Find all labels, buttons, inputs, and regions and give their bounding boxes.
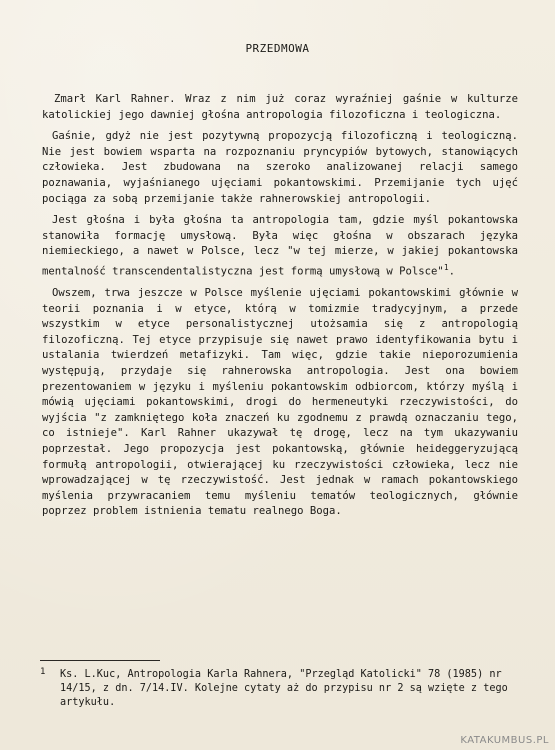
footnote-number: 1 xyxy=(40,667,46,677)
footnote-text: Ks. L.Kuc, Antropologia Karla Rahnera, "Przegląd Katolicki" 78 (1985) nr 14/15, z dn. 7/14.IV. Kolejne cytaty aż do przypisu nr 2 są wzięte z tego artykułu. xyxy=(60,669,508,708)
page-title: PRZEDMOWA xyxy=(245,42,310,55)
paragraph-4: Owszem, trwa jeszcze w Polsce myślenie ujęciami pokantowskimi głównie w teorii poznania i w etyce, którą w tomizmie tradycyjnym, a przede wszystkim w etyce personalistycznej utożsamia się z antropologią filozoficzną. Tej etyce przypisuje się nawet prawo identyfikowania bytu i ustalania twierdzeń metafizyki. Tam więc, gdzie takie nieporozumienia występują, przydaje się rahnerowska antropologia. Jest ona bowiem prezentowaniem w języku i myśleniu pokantowskim odbiorcom, którzy myślą i mówią ujęciami pokantowskimi, drogi do hermeneutyki rzeczywistości, do wyjścia "z zamkniętego koła znaczeń ku zgodnemu z prawdą oznaczaniu tego, co istnieje". Karl Rahner ukazywał tę drogę, lecz na tym ukazywaniu poprzestał. Jego propozycja jest pokantowską, głównie heideggeryzującą formułą antropologii, otwierającej ku rzeczywistości człowieka, lecz nie wprowadzającej w tę rzeczywistość. Jest jednak w ramach pokantowskiego myślenia przywracaniem temu myśleniu tematów teologicznych, głównie poprzez problem istnienia tematu realnego Boga. xyxy=(42,287,518,518)
footnote-separator xyxy=(40,660,160,661)
footnote-reference: 1 xyxy=(443,262,449,272)
paragraph-1: Zmarł Karl Rahner. Wraz z nim już coraz wyraźniej gaśnie w kulturze katolickiej jego dawniej głośna antropologia filozoficzna i teologiczna. xyxy=(42,93,518,121)
body-text xyxy=(42,92,518,526)
footnote xyxy=(40,668,530,710)
paragraph-2: Gaśnie, gdyż nie jest pozytywną propozycją filozoficzną i teologiczną. Nie jest bowiem wsparta na rozpoznaniu pryncypiów bytowych, stanowiących człowieka. Jest zbudowana na szeroko analizowanej relacji samego poznawania, wyjaśnianego ujęciami pokantowskimi. Przemijanie tych ujęć pociąga za sobą przemijanie także rahnerowskiej antropologii. xyxy=(42,130,518,205)
paragraph-3-text: Jest głośna i była głośna ta antropologia tam, gdzie myśl pokantowska stanowiła formację umysłową. Była więc głośna w obszarach języka niemieckiego, a nawet w Polsce, lecz "w tej mierze, w jakiej pokantowska mentalność transcendentalistyczna jest formą umysłową w Polsce" xyxy=(42,214,518,278)
paragraph-3: Jest głośna i była głośna ta antropologia tam, gdzie myśl pokantowska stanowiła formację umysłową. Była więc głośna w obszarach języka niemieckiego, a nawet w Polsce, lecz "w tej mierze, w jakiej pokantowska mentalność transcendentalistyczna jest formą umysłową w Polsce"$^1$. xyxy=(42,214,518,278)
watermark: KATAKUMBUS.PL xyxy=(460,735,549,746)
